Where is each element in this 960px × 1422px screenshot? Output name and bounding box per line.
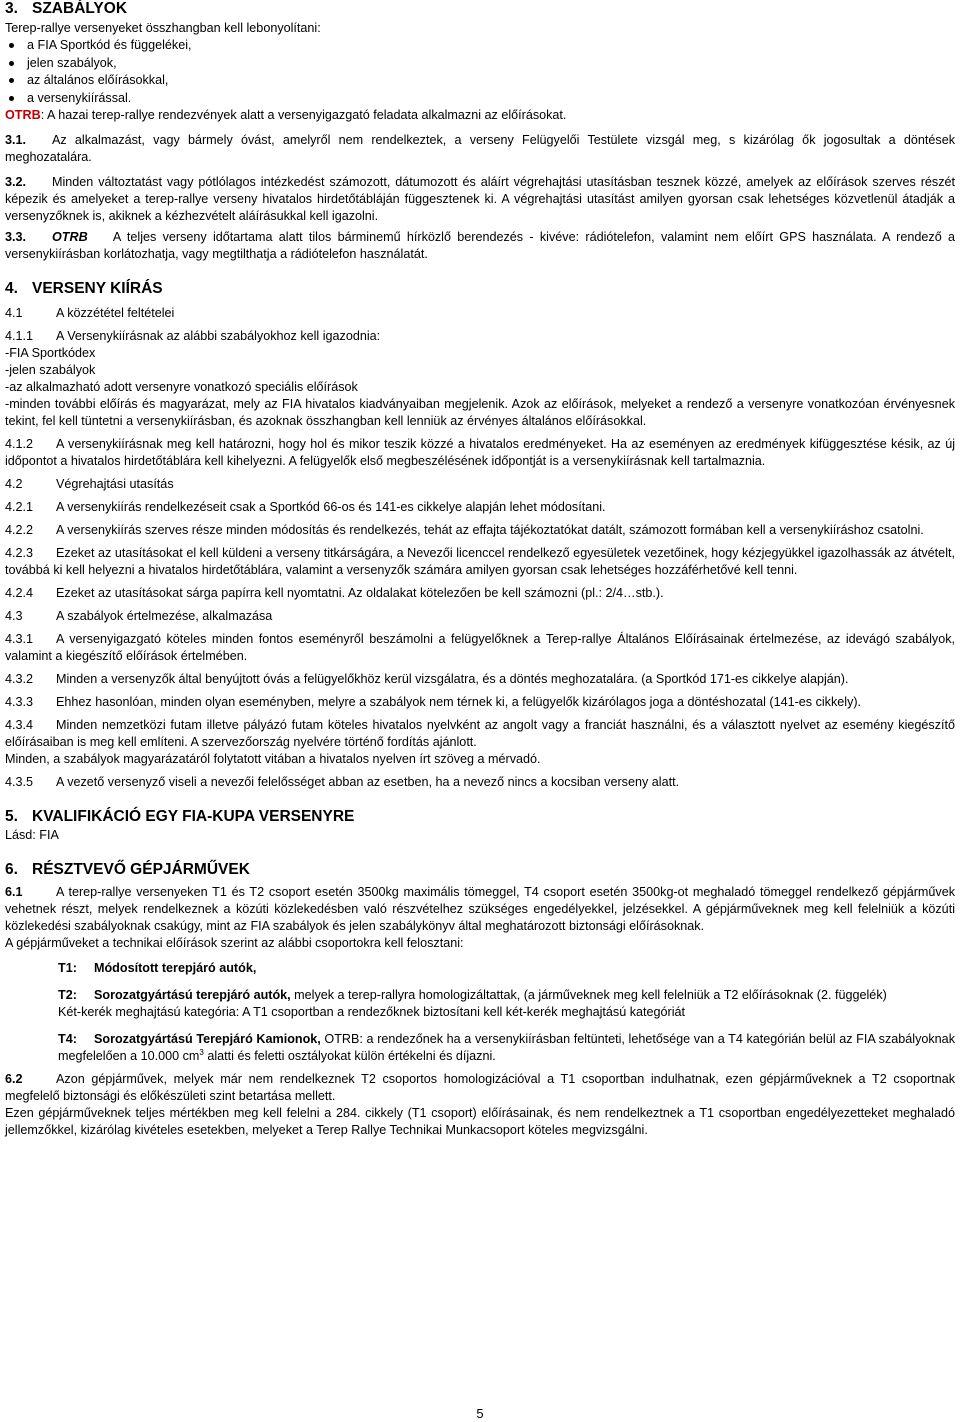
group-title: Sorozatgyártású terepjáró autók, xyxy=(94,988,291,1002)
subsection-title: Végrehajtási utasítás xyxy=(56,477,174,491)
otrb-label: OTRB xyxy=(52,230,88,244)
section-6-heading xyxy=(5,860,955,880)
group-text-end: alatti és feletti osztályokat külön értékelni és díjazni. xyxy=(203,1049,496,1063)
otrb-label: OTRB xyxy=(5,108,41,122)
group-label: T2: xyxy=(58,988,77,1002)
otrb-text: : A hazai terep-rallye rendezvények alatt a versenyigazgató feladata alkalmazni az előírásokat. xyxy=(40,108,567,122)
paragraph-text: Minden nemzetközi futam illetve pályázó futam köteles hivatalos nyelvként az angolt vagy a franciát használni, és a választott nyelvet az esemény kiegészítő előírásaiban is meg kell említeni. A szervezőország nyelvére történő fordítás ajánlott. xyxy=(5,718,955,749)
section-number: 6. xyxy=(5,861,18,878)
subsection-4-1 xyxy=(5,305,955,322)
paragraph-4-2-1 xyxy=(5,499,955,516)
list-item: -minden további előírás és magyarázat, mely az FIA hivatalos kiadványaiban megjelenik. Azok az előírások, melyeket a rendező a versenyre vonatkozóan érvényesnek tekint, fel kell tüntetni a versenykiírásban, és azoknak összhangban kell lenniük az érvényes általános előírásokkal. xyxy=(5,397,955,428)
paragraph-label: 4.1 xyxy=(5,306,23,320)
group-label: T1: xyxy=(58,961,77,975)
paragraph-3-2 xyxy=(5,174,955,225)
bullet-list xyxy=(5,37,955,107)
paragraph-text: A Versenykiírásnak az alábbi szabályokhoz kell igazodnia: xyxy=(56,329,381,343)
subsection-title: A közzététel feltételei xyxy=(56,306,175,320)
group-text: OTRB: a rendezőnek ha a versenykiírásban feltünteti, lehetősége van a T4 kategórián belül az FIA szabályoknak megfelelően a 10.000 cm xyxy=(58,1032,955,1063)
paragraph-label: 4.2.2 xyxy=(5,523,34,537)
section-5-heading xyxy=(5,807,955,827)
section-3-heading xyxy=(5,0,955,19)
paragraph-3-3 xyxy=(5,229,955,263)
paragraph-text: Ehhez hasonlóan, minden olyan eseményben, melyre a szabályok nem térnek ki, a felügyelők kizárólagos joga a döntéshozatal (141-es cikkely). xyxy=(56,695,862,709)
section-title: RÉSZTVEVŐ GÉPJÁRMŰVEK xyxy=(32,861,250,878)
paragraph-label: 4.1.2 xyxy=(5,437,34,451)
paragraph-3-1 xyxy=(5,132,955,166)
paragraph-label: 6.2 xyxy=(5,1072,23,1086)
paragraph-label: 4.2.4 xyxy=(5,586,34,600)
paragraph: Minden, a szabályok magyarázatáról folytatott vitában a hivatalos nyelven írt szöveg a mérvadó. xyxy=(5,752,541,766)
list-item: -az alkalmazható adott versenyre vonatkozó speciális előírások xyxy=(5,380,358,394)
group-text: melyek a terep-rallyra homologizáltattak, (a járműveknek meg kell felelniük a T2 előírásoknak (2. függelék) xyxy=(290,988,887,1002)
paragraph-label: 4.3.5 xyxy=(5,775,34,789)
paragraph-label: 4.2.1 xyxy=(5,500,34,514)
superscript: 3 xyxy=(199,1047,204,1057)
list-item: a FIA Sportkód és függelékei, xyxy=(5,37,955,55)
paragraph-label: 4.3.2 xyxy=(5,672,34,686)
paragraph-6-2 xyxy=(5,1071,955,1105)
list-item: jelen szabályok, xyxy=(5,55,955,73)
paragraph-4-2-2 xyxy=(5,522,955,539)
group-text: Módosított terepjáró autók, xyxy=(94,961,257,975)
list-item: a versenykiírással. xyxy=(5,90,955,108)
paragraph-label: 4.3.4 xyxy=(5,718,34,732)
section-number: 5. xyxy=(5,808,18,825)
paragraph-label: 3.2. xyxy=(5,175,27,189)
paragraph-4-1-2 xyxy=(5,436,955,470)
paragraph-text: A versenyigazgató köteles minden fontos eseményről beszámolni a felügyelőknek a Terep-rallye Általános Előírásainak értelmezése, az idevágó szabályok, valamint a kiegészítő előírások értelmében. xyxy=(5,632,955,663)
document-page xyxy=(5,0,955,1139)
subsection-4-2 xyxy=(5,476,955,493)
paragraph-text: A terep-rallye versenyeken T1 és T2 csoport esetén 3500kg maximális tömeggel, T4 csoport esetén 3500kg-ot meghaladó tömeggel rendelkező gépjárművek vehetnek részt, melyek rendelkeznek a közúti közlekedésben való részvételhez szükséges engedélyekkel, jelzésekkel. A gépjárműveknek meg kell felelniük a közúti közlekedési szabályoknak csakúgy, mint az FIA szabályok és jelen szabálykönyv által meghatározott biztonsági előírásoknak. xyxy=(5,885,955,933)
paragraph-4-2-3 xyxy=(5,545,955,579)
paragraph-text: Minden a versenyzők által benyújtott óvás a felügyelőkhöz kerül vizsgálatra, és a döntés meghozatalára. (a Sportkód 171-es cikkelye alapján). xyxy=(56,672,849,686)
paragraph-text: Minden változtatást vagy pótlólagos intézkedést számozott, dátumozott és aláírt végrehajtási utasításban tesznek közzé, amelyek az előírások szerves részét képezik és amelyeket a terep-rallye verseny hivatalos hirdetőtábláján függesztenek ki. A végrehajtási utasítást amilyen gyorsan csak lehetséges közvetlenül átadják a versenyzőknek is, akiknek a kézhezvételt aláírásukkal kell igazolni. xyxy=(5,175,955,223)
paragraph-text: Azon gépjárművek, melyek már nem rendelkeznek T2 csoportos homologizációval a T1 csoportban indulhatnak, ezen gépjárműveknek a T2 csoportnak megfelelő biztonsági és előkészületi szint betartása mellett. xyxy=(5,1072,955,1103)
paragraph: Lásd: FIA xyxy=(5,828,59,842)
paragraph-label: 4.2 xyxy=(5,477,23,491)
group-title: Sorozatgyártású Terepjáró Kamionok, xyxy=(94,1032,321,1046)
section-number: 4. xyxy=(5,280,18,297)
section-title: VERSENY KIÍRÁS xyxy=(32,280,163,297)
group-t4 xyxy=(5,1031,955,1065)
paragraph-label: 3.1. xyxy=(5,133,27,147)
paragraph-label: 6.1 xyxy=(5,885,23,899)
group-t2 xyxy=(5,987,955,1004)
paragraph-4-3-4 xyxy=(5,717,955,751)
paragraph-text: A vezető versenyző viseli a nevezői felelősséget abban az esetben, ha a nevező nincs a kocsiban verseny alatt. xyxy=(56,775,680,789)
list-item: az általános előírásokkal, xyxy=(5,72,955,90)
paragraph-4-3-2 xyxy=(5,671,955,688)
subsection-4-3 xyxy=(5,608,955,625)
section-number: 3. xyxy=(5,0,18,17)
paragraph-4-3-1 xyxy=(5,631,955,665)
paragraph-text: Ezeket az utasításokat sárga papírra kell nyomtatni. Az oldalakat kötelezően be kell számozni (pl.: 2/4…stb.). xyxy=(56,586,664,600)
list-item: -jelen szabályok xyxy=(5,363,96,377)
list-item: -FIA Sportkódex xyxy=(5,346,96,360)
paragraph-text: Ezeket az utasításokat el kell küldeni a verseny titkárságára, a Nevezői licenccel rendelkező egyesületek vezetőinek, hogy kézjegyükkel igazolhassák az átvételt, továbbá ki kell helyezni a hivatalos hirdetőtáblára, valamint a versenyzők számára amilyen gyorsan csak lehetséges hozzáférhetővé kell tenni. xyxy=(5,546,955,577)
paragraph-text: A versenykiírás rendelkezéseit csak a Sportkód 66-os és 141-es cikkelye alapján lehet módosítani. xyxy=(56,500,606,514)
paragraph-4-1-1 xyxy=(5,328,955,345)
paragraph-label: 4.3 xyxy=(5,609,23,623)
subsection-title: A szabályok értelmezése, alkalmazása xyxy=(56,609,273,623)
paragraph-label: 4.2.3 xyxy=(5,546,34,560)
paragraph-text: A versenykiírásnak meg kell határozni, hogy hol és mikor teszik közzé a hivatalos eredményeket. Ha az eseményen az eredmények kifüggesztése késik, az új időpontot a hivatalos hirdetőtáblára kell kihelyezni. A felügyelők első megbeszélésének időpontját is a versenykiírásnak kell tartalmaznia. xyxy=(5,437,955,468)
section-title: KVALIFIKÁCIÓ EGY FIA-KUPA VERSENYRE xyxy=(32,808,355,825)
group-t1 xyxy=(5,960,955,977)
group-label: T4: xyxy=(58,1032,77,1046)
paragraph-4-3-3 xyxy=(5,694,955,711)
paragraph-label: 3.3. xyxy=(5,230,27,244)
paragraph: Ezen gépjárműveknek teljes mértékben meg kell felelni a 284. cikkely (T1 csoport) előírásainak, és nem rendelkeztnek a T1 csoportban engedélyezetteket meghaladó jellemzőkkel, kizárólag kivételes esetekben, melyeket a Terep Rallye Technikai Munkacsoport köteles megvizsgálni. xyxy=(5,1106,955,1137)
section-title: SZABÁLYOK xyxy=(32,0,128,17)
paragraph-label: 4.3.3 xyxy=(5,695,34,709)
page-number: 5 xyxy=(476,1406,484,1421)
paragraph-4-3-5 xyxy=(5,774,955,791)
paragraph: A gépjárműveket a technikai előírások szerint az alábbi csoportokra kell felosztani: xyxy=(5,936,464,950)
paragraph-text: Az alkalmazást, vagy bármely óvást, amelyről nem rendelkeztek, a verseny Felügyelői Testülete vizsgál meg, s kizárólag ők jogosultak a döntések meghozatalára. xyxy=(5,133,955,164)
paragraph-text: A versenykiírás szerves része minden módosítás és rendelkezés, tehát az effajta tájékoztatókat datált, számozott formában kell a versenykiíráshoz csatolni. xyxy=(56,523,924,537)
paragraph: Két-kerék meghajtású kategória: A T1 csoportban a rendezőknek biztosítani kell két-kerék meghajtású kategóriát xyxy=(58,1005,686,1019)
paragraph-4-2-4 xyxy=(5,585,955,602)
paragraph: Terep-rallye versenyeket összhangban kell lebonyolítani: xyxy=(5,21,321,35)
section-4-heading xyxy=(5,279,955,299)
otrb-paragraph xyxy=(5,107,955,124)
paragraph-label: 4.1.1 xyxy=(5,329,34,343)
paragraph-label: 4.3.1 xyxy=(5,632,34,646)
paragraph-6-1 xyxy=(5,884,955,935)
paragraph-text: A teljes verseny időtartama alatt tilos bárminemű hírközlő berendezés - kivéve: rádiótelefon, valamint nem előírt GPS használata. A rendező a versenykiírásban korlátozhatja, vagy megtilthatja a rádiótelefon használatát. xyxy=(5,230,955,261)
